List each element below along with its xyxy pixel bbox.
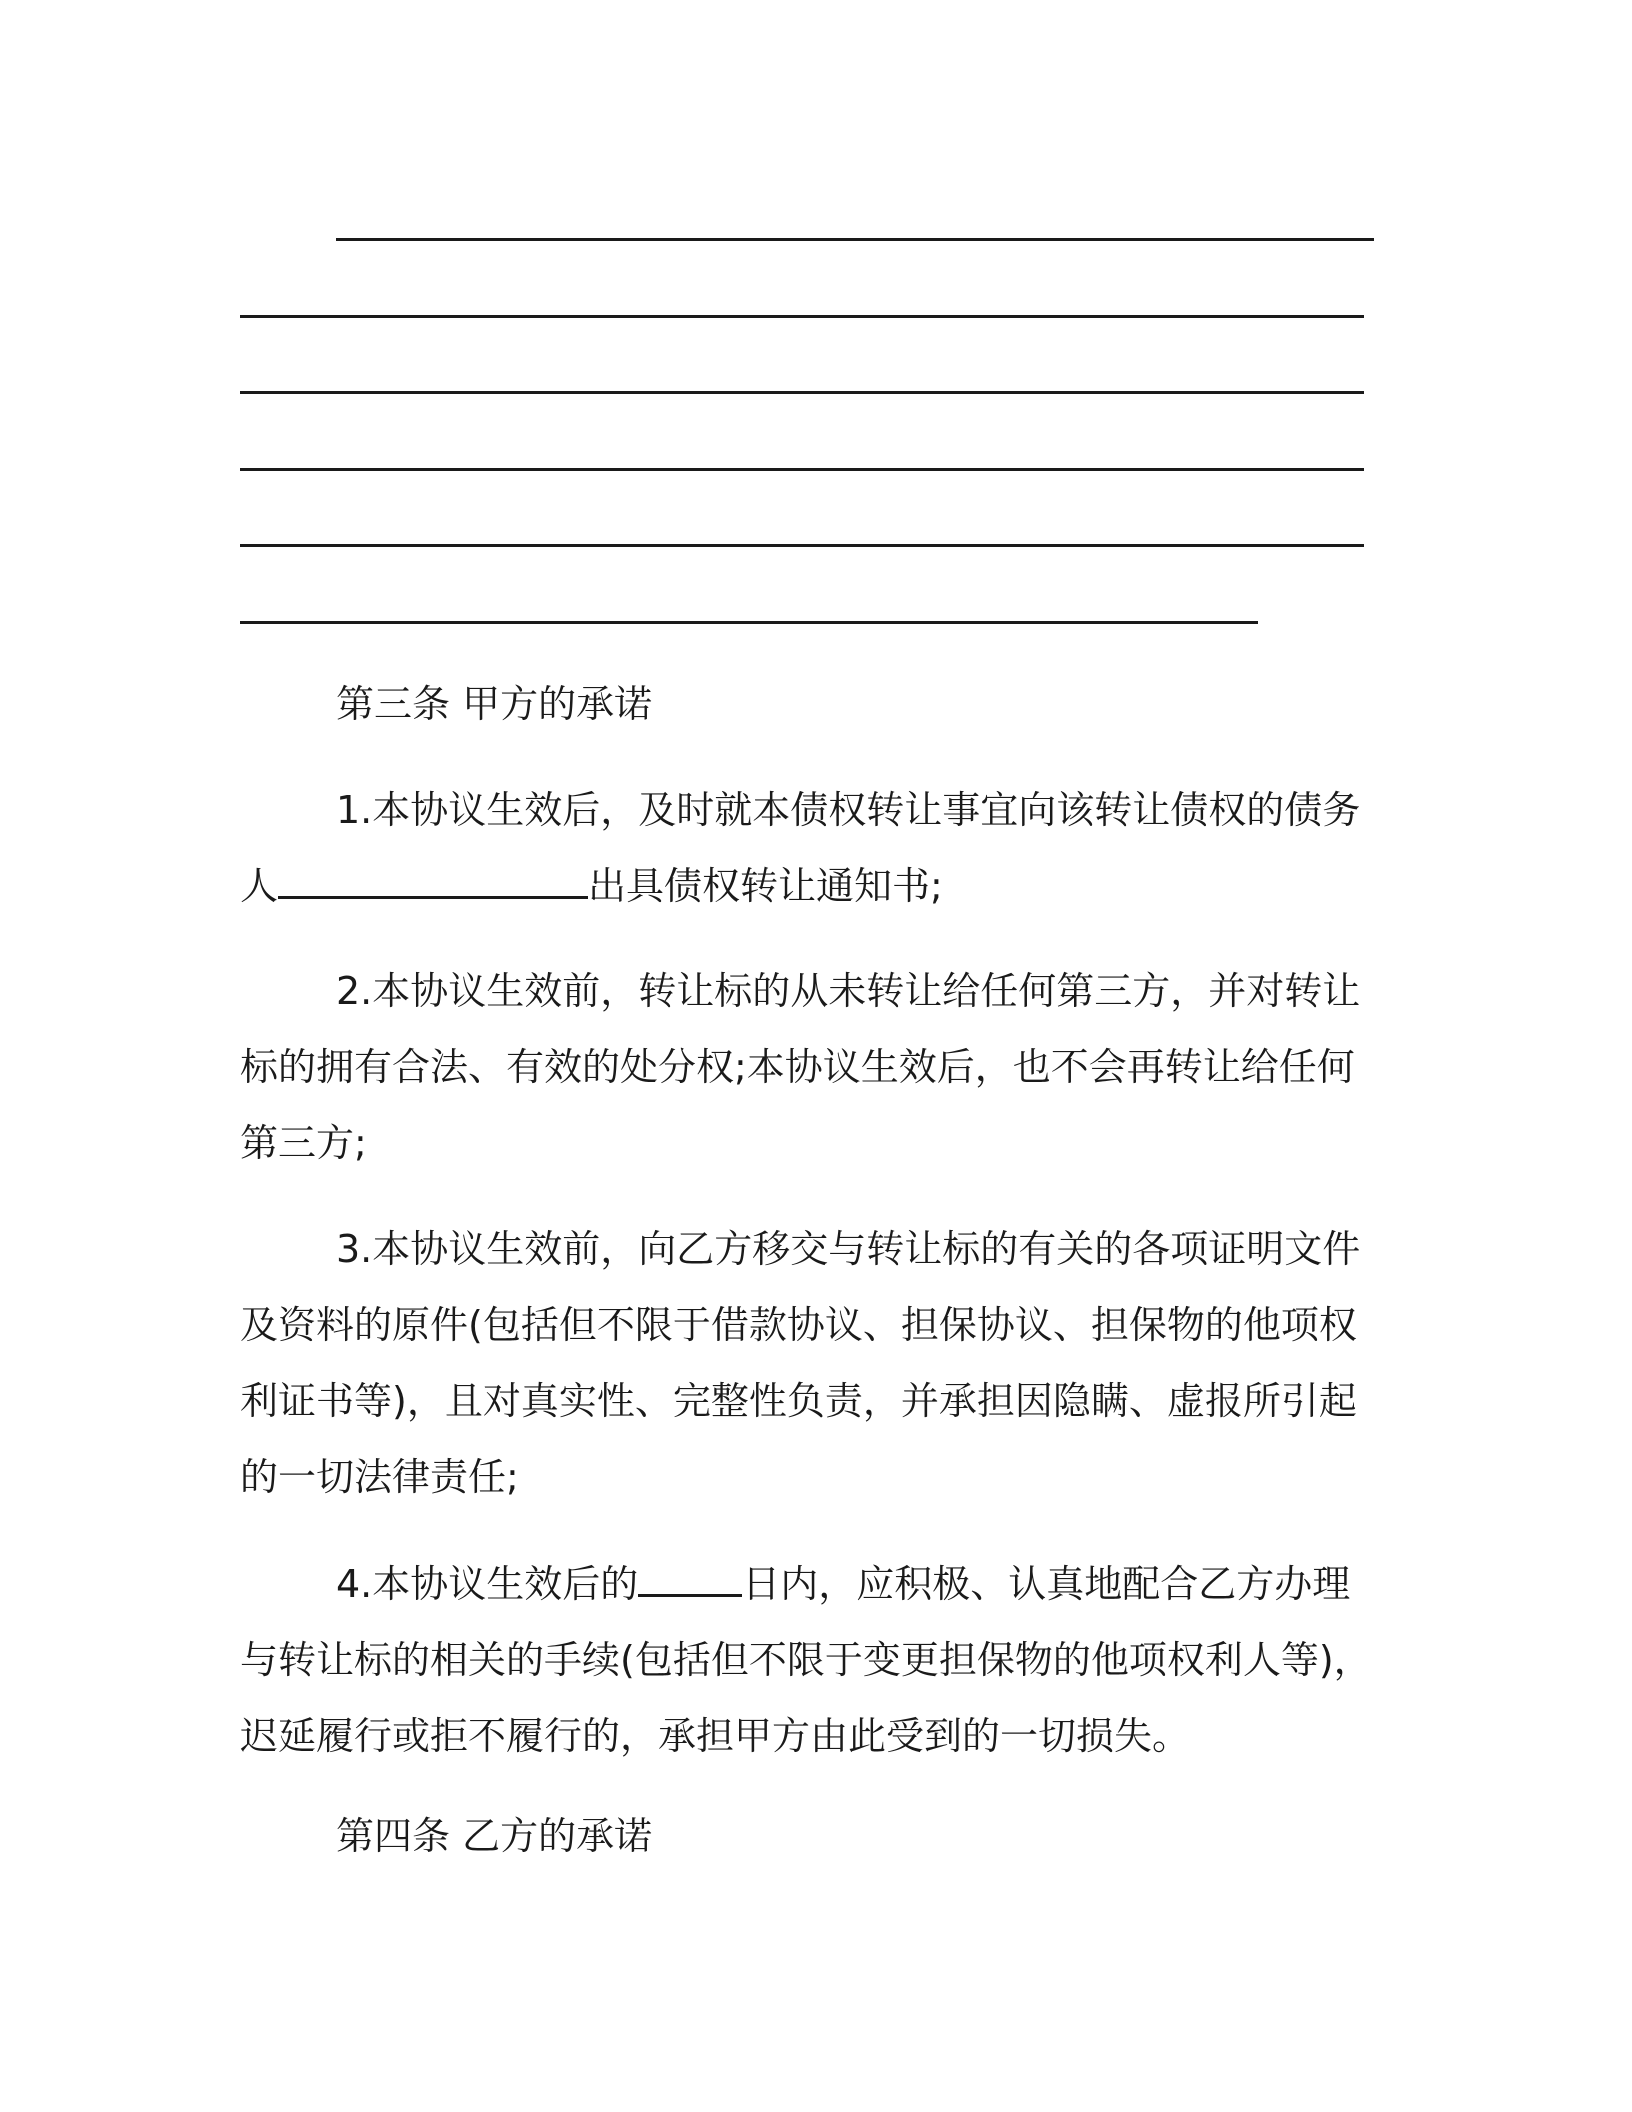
days-blank <box>638 1560 742 1597</box>
article3-heading: 第三条 甲方的承诺 <box>336 682 653 726</box>
article4-heading: 第四条 乙方的承诺 <box>336 1814 653 1858</box>
blank-line-6 <box>240 621 1258 624</box>
article3-item4-text-b: 日内，应积极、认真地配合乙方办理与转让标的相关的手续(包括但不限于变更担保物的他项权利人等)，迟延履行或拒不履行的，承担甲方由此受到的一切损失。 <box>240 1562 1372 1758</box>
blank-line-1 <box>336 238 1374 241</box>
article3-item1-text-b: 出具债权转让通知书; <box>588 864 943 908</box>
article3-item3: 3.本协议生效前，向乙方移交与转让标的有关的各项证明文件及资料的原件(包括但不限于借款协议、担保协议、担保物的他项权利证书等)，且对真实性、完整性负责，并承担因隐瞒、虚报所引起的一切法律责任; <box>240 1227 1361 1499</box>
article3-item1 <box>240 772 1380 924</box>
blank-line-3 <box>240 391 1364 394</box>
article3-item2: 2.本协议生效前，转让标的从未转让给任何第三方，并对转让标的拥有合法、有效的处分权;本协议生效后，也不会再转让给任何第三方; <box>240 969 1361 1165</box>
article3-item1-text-a: 1.本协议生效后，及时就本债权转让事宜向该转让债权的债务人 <box>240 788 1361 908</box>
debtor-name-blank <box>278 862 588 899</box>
blank-line-5 <box>240 544 1364 547</box>
article3-item4 <box>240 1546 1380 1774</box>
blank-line-2 <box>240 315 1364 318</box>
article3-item4-text-a: 4.本协议生效后的 <box>336 1562 639 1606</box>
blank-line-4 <box>240 468 1364 471</box>
